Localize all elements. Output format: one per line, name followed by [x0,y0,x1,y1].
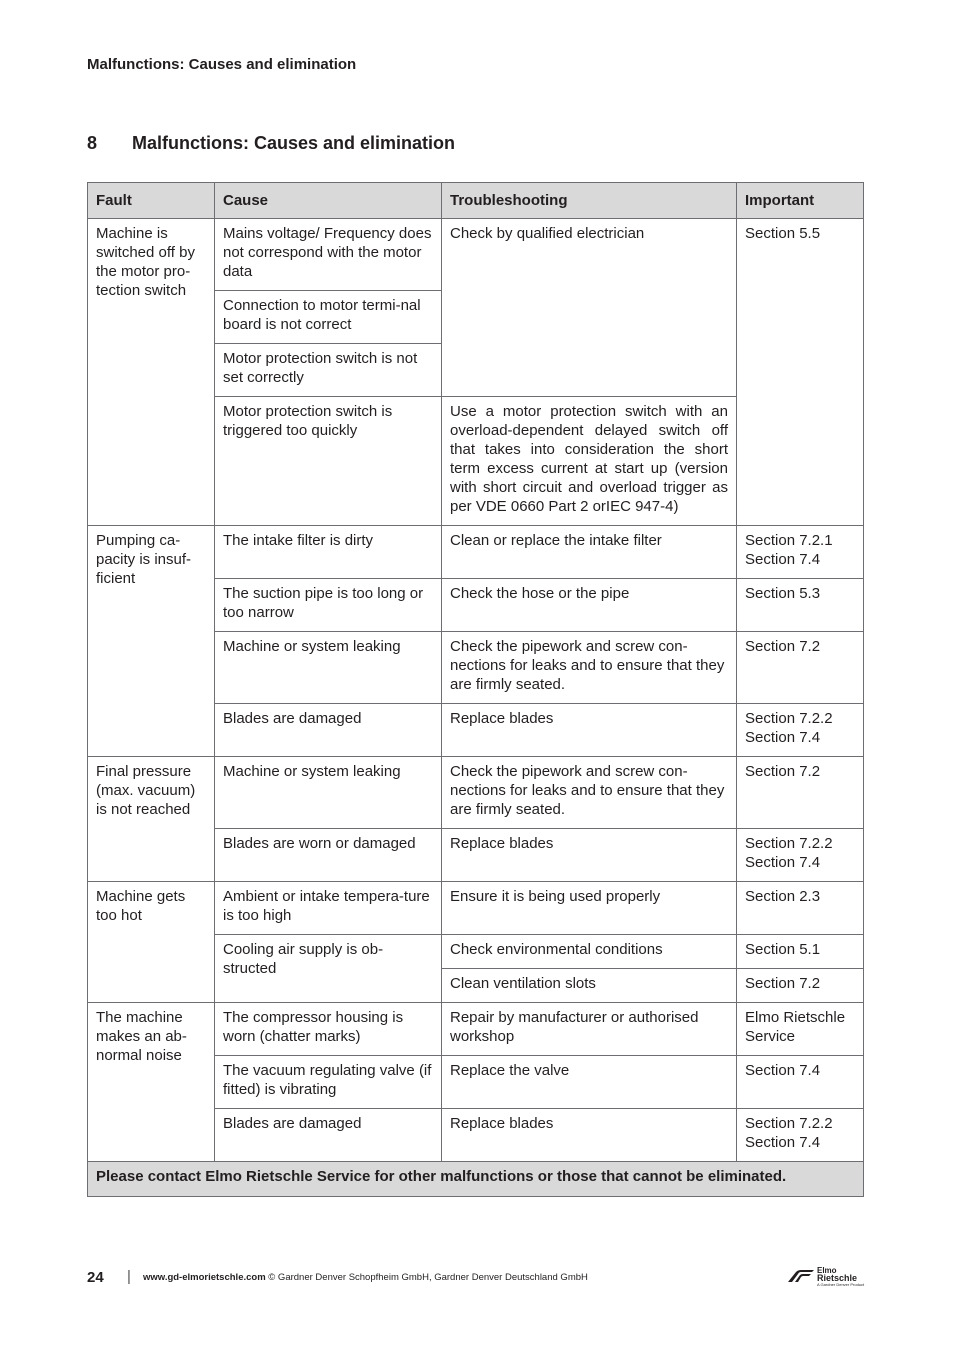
header-troubleshooting: Troubleshooting [442,183,737,219]
important-cell: Section 7.2.2 Section 7.4 [737,829,864,882]
fault-cell: The machine makes an ab-normal noise [88,1003,215,1162]
running-header: Malfunctions: Causes and elimination [87,56,357,73]
footer-text [143,1272,588,1283]
cause-cell: The vacuum regulating valve (if fitted) is vibrating [215,1056,442,1109]
table-row [88,526,864,579]
header-important: Important [737,183,864,219]
important-cell: Section 7.2 [737,969,864,1003]
troubleshooting-cell: Check environmental conditions [442,935,737,969]
table-row [88,219,864,291]
section-number: 8 [87,133,98,153]
cause-cell: Cooling air supply is ob-structed [215,935,442,1003]
header-cause: Cause [215,183,442,219]
important-cell: Section 7.2 [737,757,864,829]
troubleshooting-cell: Replace the valve [442,1056,737,1109]
troubleshooting-cell: Use a motor protection switch with an overload-dependent delayed switch off that takes into consideration the short term excess current at start up (version with short circuit and overload trigger as per VDE 0660 Part 2 orIEC 947-4) [442,397,737,526]
contact-note: Please contact Elmo Rietschle Service for other malfunctions or those that cannot be eliminated. [88,1162,864,1197]
cause-cell: The suction pipe is too long or too narrow [215,579,442,632]
footer-website: www.gd-elmorietschle.com [143,1272,266,1283]
troubleshooting-cell: Replace blades [442,829,737,882]
important-cell: Section 7.4 [737,1056,864,1109]
troubleshooting-cell: Check the pipework and screw con-nections for leaks and to ensure that they are firmly seated. [442,757,737,829]
troubleshooting-cell: Clean or replace the intake filter [442,526,737,579]
fault-cell: Machine gets too hot [88,882,215,1003]
fault-cell: Final pressure (max. vacuum) is not reached [88,757,215,882]
cause-cell: Blades are damaged [215,1109,442,1162]
logo-swoosh-icon [787,1270,815,1283]
section-heading [87,133,455,154]
cause-cell: Machine or system leaking [215,757,442,829]
logo-text-line1: Elmo [817,1266,837,1275]
logo-text-line2: Rietschle [817,1273,858,1283]
troubleshooting-cell: Check the hose or the pipe [442,579,737,632]
troubleshooting-cell: Clean ventilation slots [442,969,737,1003]
table-row [88,1003,864,1056]
important-cell: Elmo Rietschle Service [737,1003,864,1056]
troubleshooting-cell: Replace blades [442,1109,737,1162]
important-cell: Section 2.3 [737,882,864,935]
cause-cell: Blades are worn or damaged [215,829,442,882]
important-cell: Section 7.2.1 Section 7.4 [737,526,864,579]
footer-copyright: © Gardner Denver Schopfheim GmbH, Gardner Denver Deutschland GmbH [268,1272,588,1283]
cause-cell: The compressor housing is worn (chatter marks) [215,1003,442,1056]
troubleshooting-cell: Repair by manufacturer or authorised workshop [442,1003,737,1056]
cause-cell: Motor protection switch is triggered too quickly [215,397,442,526]
table-row [88,757,864,829]
elmo-rietschle-logo [787,1267,863,1289]
important-cell: Section 5.3 [737,579,864,632]
important-cell: Section 5.1 [737,935,864,969]
cause-cell: Ambient or intake tempera-ture is too high [215,882,442,935]
important-cell: Section 7.2.2 Section 7.4 [737,704,864,757]
troubleshooting-cell: Replace blades [442,704,737,757]
page-number: 24 [87,1269,104,1286]
important-cell: Section 7.2 [737,632,864,704]
logo-tagline: A Gardner Denver Product [817,1282,865,1287]
fault-cell: Pumping ca-pacity is insuf-ficient [88,526,215,757]
important-cell: Section 5.5 [737,219,864,526]
table-header-row [88,183,864,219]
fault-cell: Machine is switched off by the motor pro-tection switch [88,219,215,526]
troubleshooting-cell: Check the pipework and screw con-nections for leaks and to ensure that they are firmly seated. [442,632,737,704]
page-footer [87,1268,863,1288]
section-title: Malfunctions: Causes and elimination [132,133,456,153]
important-cell: Section 7.2.2 Section 7.4 [737,1109,864,1162]
cause-cell: Connection to motor termi-nal board is not correct [215,291,442,344]
cause-cell: Mains voltage/ Frequency does not correspond with the motor data [215,219,442,291]
cause-cell: Blades are damaged [215,704,442,757]
malfunctions-table [87,182,864,1197]
table-row [88,882,864,935]
footer-separator: | [127,1268,131,1285]
table-footer-row [88,1162,864,1197]
troubleshooting-cell: Check by qualified electrician [442,219,737,397]
cause-cell: Motor protection switch is not set correctly [215,344,442,397]
cause-cell: The intake filter is dirty [215,526,442,579]
troubleshooting-cell: Ensure it is being used properly [442,882,737,935]
cause-cell: Machine or system leaking [215,632,442,704]
header-fault: Fault [88,183,215,219]
